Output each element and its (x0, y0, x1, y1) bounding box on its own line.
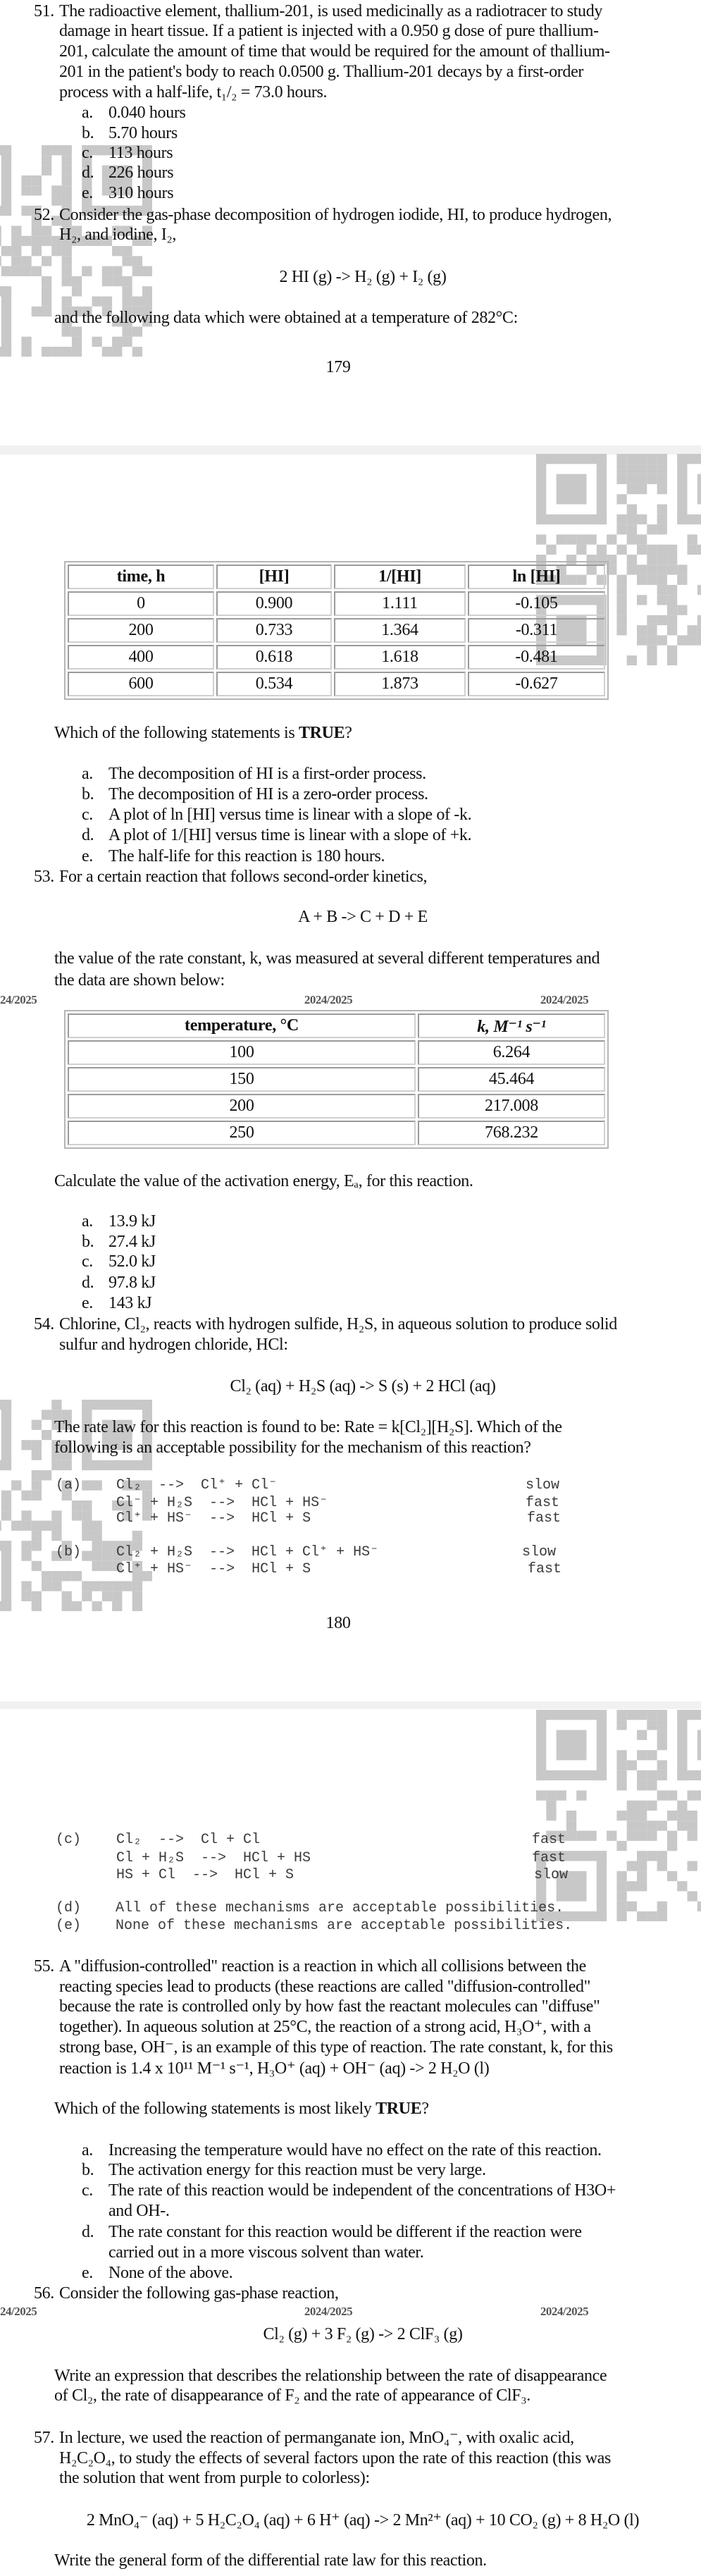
text-segment: slow (526, 1477, 560, 1493)
text-segment: d. (82, 826, 94, 844)
text-segment: Write an expression that describes the relationship between the rate of disappearance (54, 2367, 607, 2385)
text-segment: ? (421, 2100, 429, 2118)
text-segment: Consider the following gas-phase reaction, (59, 2284, 339, 2303)
table-row (68, 1094, 605, 1118)
question-number (34, 1314, 54, 1334)
answer-option (108, 1273, 156, 1293)
question-number (34, 1, 54, 21)
table-header-row (68, 565, 605, 589)
date-watermark: 2024/2025 (304, 993, 353, 1006)
text-segment: b. (82, 2161, 94, 2179)
step-speed (532, 1832, 566, 1849)
text-segment: 143 kJ (108, 1294, 152, 1312)
text-segment: 226 hours (108, 164, 174, 182)
mechanism-step (116, 1850, 311, 1867)
text-segment: c. (82, 1252, 93, 1271)
mechanism-option-text (116, 1918, 572, 1935)
table-cell: 250 (68, 1121, 416, 1145)
text-segment: Cl₂ (g) + 3 F₂ (g) -> 2 ClF₃ (g) (263, 2325, 463, 2343)
text-segment: 51. (34, 2, 54, 20)
table-cell: -0.105 (468, 591, 605, 616)
text-segment: (e) (56, 1918, 82, 1934)
table-cell: 768.232 (418, 1121, 605, 1145)
text-segment: strong base, OH⁻, is an example of this type of reaction. The rate constant, k, for this (59, 2038, 613, 2057)
text-segment: A plot of ln [HI] versus time is linear with a slope of -k. (108, 806, 472, 824)
option-letter (82, 784, 94, 804)
text-segment: d. (82, 2222, 94, 2241)
date-watermark: 2024/2025 (540, 2305, 589, 2318)
column-header: temperature, °C (68, 1013, 416, 1038)
answer-option (108, 1212, 156, 1231)
text-segment: Increasing the temperature would have no effect on the rate of this reaction. (108, 2140, 602, 2159)
text-segment: fast (528, 1560, 562, 1577)
text-segment: 201, calculate the amount of time that would be required for the amount of thallium- (59, 42, 610, 61)
text-segment: The rate constant for this reaction would be different if the reaction were (108, 2222, 582, 2241)
text-segment: All of these mechanisms are acceptable possibilities. (116, 1900, 564, 1916)
option-letter (82, 825, 94, 845)
step-speed (527, 1510, 561, 1527)
qr-code-watermark (536, 1710, 701, 1921)
answer-option (108, 2181, 616, 2200)
text-segment: a. (82, 2140, 93, 2159)
answer-option (108, 846, 385, 866)
text-segment: The decomposition of HI is a first-order process. (108, 765, 426, 783)
question-text-line (59, 1997, 600, 2016)
option-letter (82, 123, 94, 143)
step-speed (526, 1477, 559, 1494)
text-segment: e. (82, 846, 93, 865)
date-watermark: 24/2025 (0, 2305, 37, 2318)
emphasis-text: TRUE (298, 724, 345, 742)
text-segment: (c) (56, 1832, 82, 1848)
step-speed (526, 1495, 559, 1512)
question-text-line (59, 867, 427, 887)
text-segment: (b) (56, 1544, 82, 1560)
option-letter (82, 1212, 93, 1231)
mechanism-step (116, 1495, 328, 1512)
text-segment: 179 (325, 358, 351, 376)
table-cell: 1.873 (334, 672, 466, 696)
text-segment: d. (82, 164, 94, 182)
text-segment: The half-life for this reaction is 180 hours. (108, 846, 385, 865)
question-number (34, 1956, 54, 1976)
text-segment: carried out in a more viscous solvent than water. (108, 2243, 424, 2262)
text-segment: 57. (34, 2429, 54, 2447)
text-segment: damage in heart tissue. If a patient is injected with a 0.950 g dose of pure thallium- (59, 21, 599, 40)
hi-data-table (64, 561, 609, 700)
question-prompt (54, 2099, 429, 2119)
text-segment: The rate law for this reaction is found to be: Rate = k[Cl₂][H₂S]. Which of the (54, 1417, 562, 1436)
date-watermark: 24/2025 (0, 993, 37, 1006)
table-row (68, 1121, 605, 1145)
table-cell: 400 (68, 645, 214, 670)
option-letter (82, 1232, 94, 1252)
paragraph-text (54, 970, 225, 990)
text-segment: Consider the gas-phase decomposition of hydrogen iodide, HI, to produce hydrogen, (59, 205, 612, 224)
table-cell: 100 (68, 1040, 416, 1065)
table-row (68, 591, 605, 616)
chemical-equation (298, 907, 428, 927)
table-cell: 1.618 (334, 645, 466, 670)
text-segment: the value of the rate constant, k, was measured at several different temperatures and (54, 949, 600, 968)
text-segment: ? (345, 724, 352, 742)
text-segment: A plot of 1/[HI] versus time is linear with a slope of +k. (108, 826, 472, 844)
text-segment: Which of the following statements is most likely (54, 2100, 376, 2118)
text-segment: 56. (34, 2284, 54, 2303)
table-cell: 1.364 (334, 618, 466, 643)
text-segment: 27.4 kJ (108, 1233, 156, 1251)
text-segment: 2 HI (g) -> H₂ (g) + I₂ (g) (279, 267, 447, 286)
text-segment: H₂C₂O₄, to study the effects of several factors upon the rate of this reaction (this was (59, 2448, 611, 2467)
answer-option (108, 764, 426, 784)
text-segment: e. (82, 1294, 93, 1312)
answer-option (108, 2263, 232, 2283)
question-text-line (59, 1977, 590, 1997)
text-segment: 5.70 hours (108, 123, 178, 142)
question-text-line (59, 62, 583, 82)
text-segment: slow (534, 1867, 569, 1883)
table-header-row (68, 1013, 605, 1038)
text-segment: Which of the following statements is (54, 724, 299, 742)
text-segment: 97.8 kJ (108, 1274, 156, 1292)
text-segment: Cl + H₂S --> HCl + HS (116, 1850, 311, 1866)
mechanism-step (116, 1867, 294, 1884)
text-segment: 2 MnO₄⁻ (aq) + 5 H₂C₂O₄ (aq) + 6 H⁺ (aq) -> 2 Mn²⁺ (aq) + 10 CO₂ (g) + 8 H₂O (l) (86, 2511, 640, 2529)
text-segment: 310 hours (108, 183, 174, 202)
paragraph-text (54, 1417, 562, 1437)
page-number (326, 357, 351, 377)
question-prompt (54, 2386, 531, 2405)
text-segment: The radioactive element, thallium-201, is used medicinally as a radiotracer to study (59, 2, 603, 20)
question-text-line (59, 2017, 591, 2037)
option-letter (82, 764, 93, 784)
text-segment: c. (82, 143, 93, 162)
text-segment: and OH-. (108, 2202, 170, 2220)
text-segment: the data are shown below: (54, 970, 225, 990)
page-number (326, 1613, 351, 1633)
table-cell: 217.008 (418, 1094, 605, 1118)
text-segment: 13.9 kJ (108, 1212, 156, 1231)
mechanism-step (116, 1832, 260, 1849)
text-segment: because the rate is controlled only by how fast the reactant molecules can "diffuse" (59, 1997, 600, 2016)
option-letter (82, 1252, 93, 1271)
answer-option (108, 784, 428, 804)
paragraph-text (54, 949, 600, 968)
text-segment: (d) (56, 1900, 82, 1916)
step-speed (532, 1850, 566, 1867)
table-cell: 45.464 (418, 1067, 605, 1092)
answer-option (108, 123, 178, 143)
text-segment: The decomposition of HI is a zero-order process. (108, 785, 428, 803)
column-header: k, M⁻¹ s⁻¹ (418, 1013, 605, 1038)
text-segment: Cl₂ + H₂S --> HCl + Cl⁺ + HS⁻ (116, 1544, 379, 1560)
text-segment: Cl⁺ + HS⁻ --> HCl + S (116, 1510, 311, 1527)
text-segment: a. (82, 104, 93, 122)
text-segment: The rate of this reaction would be independent of the concentrations of H3O+ (108, 2181, 616, 2200)
question-prompt (54, 723, 352, 743)
text-segment: reacting species lead to products (these reactions are called "diffusion-controlled" (59, 1977, 591, 1996)
table-cell: 1.111 (334, 591, 466, 616)
answer-option (108, 103, 185, 123)
option-letter (82, 2160, 94, 2180)
question-text-line (59, 2038, 613, 2057)
chemical-equation (263, 2324, 463, 2344)
text-segment: HS + Cl --> HCl + S (116, 1867, 294, 1883)
question-text-line (59, 1956, 586, 1976)
text-segment: The activation energy for this reaction must be very large. (108, 2161, 486, 2179)
answer-option (108, 2201, 170, 2221)
text-segment: of Cl₂, the rate of disappearance of F₂ and the rate of appearance of ClF₃. (54, 2386, 531, 2405)
text-segment: slow (522, 1544, 557, 1560)
question-text-line (59, 225, 176, 245)
option-letter (82, 143, 93, 163)
question-text-line (59, 82, 327, 102)
text-segment: Cl⁻ + H₂S --> HCl + HS⁻ (116, 1494, 328, 1511)
text-segment: b. (82, 123, 94, 142)
answer-option (108, 805, 471, 825)
text-segment: fast (532, 1850, 566, 1866)
chemical-equation (230, 1376, 496, 1396)
answer-option (108, 163, 173, 183)
paragraph-text (54, 308, 518, 328)
text-segment: 0.040 hours (108, 104, 186, 122)
question-prompt (54, 1171, 473, 1191)
table-row (68, 1067, 605, 1092)
text-segment: For a certain reaction that follows second-order kinetics, (59, 868, 428, 886)
mechanism-option-text (116, 1900, 564, 1917)
text-segment: A "diffusion-controlled" reaction is a reaction in which all collisions between the (59, 1957, 586, 1976)
table-row (68, 1040, 605, 1065)
text-segment: process with a half-life, t₁/₂ = 73.0 hours. (59, 82, 328, 101)
text-segment: In lecture, we used the reaction of permanganate ion, MnO₄⁻, with oxalic acid, (59, 2429, 574, 2447)
text-segment: 55. (34, 1957, 54, 1976)
column-header: 1/[HI] (334, 565, 466, 589)
text-segment: together). In aqueous solution at 25°C, the reaction of a strong acid, H₃O⁺, with a (59, 2018, 591, 2036)
column-header: ln [HI] (468, 565, 605, 589)
mechanism-label (56, 1918, 81, 1935)
table-cell: 200 (68, 1094, 416, 1118)
text-segment: c. (82, 2181, 93, 2200)
text-segment: fast (527, 1510, 562, 1527)
text-segment: H₂, and iodine, I₂, (59, 226, 177, 244)
text-segment: sulfur and hydrogen chloride, HCl: (59, 1336, 288, 1354)
column-header: time, h (68, 565, 214, 589)
option-letter (82, 1293, 93, 1313)
question-text-line (59, 1, 602, 21)
text-segment: a. (82, 1212, 93, 1231)
mechanism-step (116, 1477, 277, 1494)
answer-option (108, 825, 471, 845)
chemical-equation (87, 2510, 639, 2530)
table-cell: 0.618 (216, 645, 332, 670)
option-letter (82, 183, 93, 203)
text-segment: fast (526, 1494, 560, 1511)
text-segment: Write the general form of the differential rate law for this reaction. (54, 2551, 487, 2570)
step-speed (534, 1867, 568, 1884)
text-segment: Calculate the value of the activation energy, Eₐ, for this reaction. (54, 1172, 473, 1190)
table-cell: -0.627 (468, 672, 605, 696)
answer-option (108, 2160, 486, 2180)
answer-option (108, 183, 173, 203)
date-watermark: 2024/2025 (304, 2305, 353, 2318)
mechanism-step (116, 1561, 311, 1578)
text-segment: and the following data which were obtained at a temperature of 282°C: (54, 308, 518, 327)
text-segment: Cl⁺ + HS⁻ --> HCl + S (116, 1560, 311, 1577)
question-number (34, 205, 54, 225)
text-segment: A + B -> C + D + E (298, 908, 428, 926)
option-letter (82, 163, 94, 183)
question-text-line (59, 2428, 574, 2448)
question-text-line (59, 1314, 617, 1334)
option-letter (82, 805, 93, 825)
table-row (68, 645, 605, 670)
text-segment: e. (82, 2263, 93, 2282)
mechanism-step (116, 1544, 378, 1561)
table-cell: 200 (68, 618, 214, 643)
table-cell: 0.733 (216, 618, 332, 643)
option-letter (82, 2263, 93, 2283)
paragraph-text (54, 1438, 531, 1458)
question-text-line (59, 42, 610, 61)
table-row (68, 672, 605, 696)
question-number (34, 867, 54, 887)
question-number (34, 2428, 54, 2448)
text-segment: None of the above. (108, 2263, 233, 2282)
text-segment: Chlorine, Cl₂, reacts with hydrogen sulfide, H₂S, in aqueous solution to produce solid (59, 1315, 617, 1333)
option-letter (82, 846, 93, 866)
question-text-line (59, 2059, 489, 2078)
text-segment: (a) (56, 1477, 82, 1493)
option-letter (82, 1273, 94, 1293)
option-letter (82, 2140, 93, 2160)
text-segment: 113 hours (108, 143, 173, 162)
question-text-line (59, 1335, 288, 1355)
emphasis-text: TRUE (376, 2100, 422, 2118)
step-speed (528, 1561, 562, 1578)
question-text-line (59, 2448, 611, 2468)
answer-option (108, 2140, 602, 2160)
text-segment: c. (82, 806, 93, 824)
question-text-line (59, 2468, 370, 2488)
question-prompt (54, 2551, 487, 2570)
table-cell: 0.534 (216, 672, 332, 696)
text-segment: e. (82, 183, 93, 202)
question-prompt (54, 2366, 607, 2386)
mechanism-label (56, 1477, 81, 1494)
column-header: [HI] (216, 565, 332, 589)
step-speed (522, 1544, 556, 1561)
text-segment: a. (82, 765, 93, 783)
question-text-line (59, 205, 612, 225)
question-number (34, 2284, 54, 2303)
text-segment: 53. (34, 868, 54, 886)
table-row (68, 618, 605, 643)
text-segment: b. (82, 785, 94, 803)
text-segment: fast (532, 1832, 566, 1848)
text-segment: 52.0 kJ (108, 1252, 156, 1271)
text-segment: d. (82, 1274, 94, 1292)
text-segment: following is an acceptable possibility for the mechanism of this reaction? (54, 1438, 531, 1457)
text-segment: None of these mechanisms are acceptable possibilities. (116, 1918, 573, 1934)
answer-option (108, 143, 173, 163)
text-segment: Cl₂ (aq) + H₂S (aq) -> S (s) + 2 HCl (aq) (230, 1377, 496, 1395)
text-segment: reaction is 1.4 x 10¹¹ M⁻¹ s⁻¹, H₃O⁺ (aq) + OH⁻ (aq) -> 2 H₂O (l) (59, 2059, 490, 2078)
option-letter (82, 2181, 93, 2200)
option-letter (82, 103, 93, 123)
table-cell: 0 (68, 591, 214, 616)
answer-option (108, 2243, 423, 2262)
question-text-line (59, 21, 599, 41)
mechanism-step (116, 1510, 311, 1527)
table-cell: -0.311 (468, 618, 605, 643)
table-cell: 150 (68, 1067, 416, 1092)
text-segment: 54. (34, 1315, 54, 1333)
answer-option (108, 2222, 582, 2242)
table-cell: -0.481 (468, 645, 605, 670)
option-letter (82, 2222, 94, 2242)
rate-constant-table (64, 1010, 609, 1149)
text-segment: 52. (34, 205, 54, 224)
table-cell: 6.264 (418, 1040, 605, 1065)
page-separator (0, 1701, 701, 1709)
question-text-line (59, 2284, 339, 2303)
chemical-equation (280, 267, 447, 287)
text-segment: 180 (325, 1614, 351, 1632)
date-watermark: 2024/2025 (540, 993, 589, 1006)
answer-option (108, 1293, 151, 1313)
text-segment: Cl₂ --> Cl⁺ + Cl⁻ (116, 1477, 278, 1493)
answer-option (108, 1252, 156, 1271)
text-segment: the solution that went from purple to colorless): (59, 2469, 370, 2487)
table-cell: 600 (68, 672, 214, 696)
mechanism-label (56, 1900, 81, 1917)
mechanism-label (56, 1832, 81, 1849)
answer-option (108, 1232, 156, 1252)
text-segment: Cl₂ --> Cl + Cl (116, 1832, 261, 1848)
table-cell: 0.900 (216, 591, 332, 616)
text-segment: b. (82, 1233, 94, 1251)
mechanism-label (56, 1544, 81, 1561)
text-segment: 201 in the patient's body to reach 0.0500 g. Thallium-201 decays by a first-order (59, 63, 584, 81)
